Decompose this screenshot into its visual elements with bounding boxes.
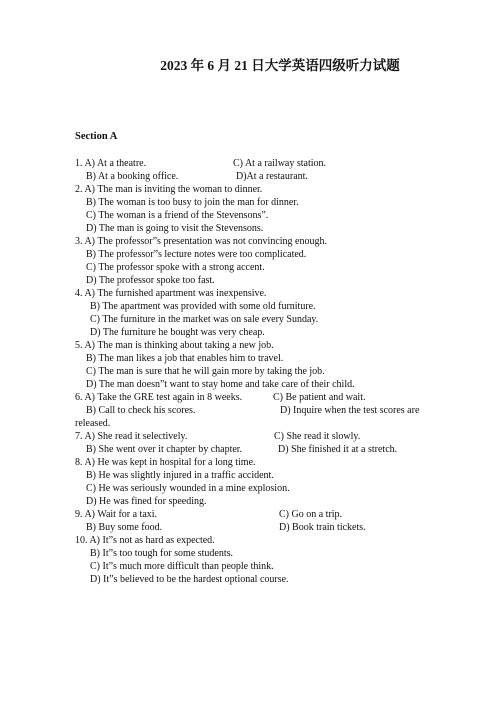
q4-option-c: C) The furniture in the market was on sale every Sunday.	[90, 314, 319, 325]
q2-option-a: 2. A) The man is inviting the woman to dinner.	[75, 184, 263, 195]
question-7-row-2	[75, 443, 425, 456]
q2-option-c: C) The woman is a friend of the Stevensons”.	[86, 210, 269, 221]
q10-option-a: 10. A) It”s not as hard as expected.	[75, 535, 215, 546]
q4-option-a: 4. A) The furnished apartment was inexpensive.	[75, 288, 267, 299]
q10-option-b: B) It”s too tough for some students.	[90, 548, 234, 559]
q6-option-c: C) Be patient and wait.	[273, 392, 366, 403]
question-1-row-1	[75, 157, 425, 170]
section-heading: Section A	[75, 131, 118, 142]
q5-option-c: C) The man is sure that he will gain more by taking the job.	[86, 366, 325, 377]
q1-option-d: D)At a restaurant.	[236, 171, 308, 182]
q7-option-d: D) She finished it at a stretch.	[278, 444, 398, 455]
q7-option-a: 7. A) She read it selectively.	[75, 431, 188, 442]
q8-option-b: B) He was slightly injured in a traffic accident.	[86, 470, 274, 481]
q10-option-c: C) It”s much more difficult than people think.	[90, 561, 274, 572]
q6-option-a: 6. A) Take the GRE test again in 8 weeks.	[75, 392, 243, 403]
q9-option-d: D) Book train tickets.	[279, 522, 366, 533]
q9-option-a: 9. A) Wait for a taxi.	[75, 509, 158, 520]
q3-option-a: 3. A) The professor”s presentation was not convincing enough.	[75, 236, 327, 247]
q2-option-d: D) The man is going to visit the Stevensons.	[86, 223, 264, 234]
q1-option-b: B) At a booking office.	[86, 171, 179, 182]
q1-option-c: C) At a railway station.	[233, 158, 327, 169]
q5-option-a: 5. A) The man is thinking about taking a new job.	[75, 340, 274, 351]
question-1-row-2	[75, 170, 425, 183]
q2-option-b: B) The woman is too busy to join the man for dinner.	[86, 197, 299, 208]
q3-option-b: B) The professor”s lecture notes were too complicated.	[86, 249, 307, 260]
q10-option-d: D) It”s believed to be the hardest optional course.	[90, 574, 289, 585]
q9-option-c: C) Go on a trip.	[279, 509, 343, 520]
page-title: 2023 年 6 月 21 日大学英语四级听力试题	[160, 58, 400, 73]
q5-option-d: D) The man doesn”t want to stay home and take care of their child.	[86, 379, 355, 390]
q8-option-d: D) He was fined for speeding.	[86, 496, 207, 507]
q3-option-c: C) The professor spoke with a strong accent.	[86, 262, 265, 273]
question-list	[75, 157, 425, 586]
q5-option-b: B) The man likes a job that enables him to travel.	[86, 353, 284, 364]
q8-option-a: 8. A) He was kept in hospital for a long time.	[75, 457, 256, 468]
q6-option-d: D) Inquire when the test scores are	[280, 405, 420, 416]
q8-option-c: C) He was seriously wounded in a mine explosion.	[86, 483, 290, 494]
question-6-row-2	[75, 404, 425, 417]
q3-option-d: D) The professor spoke too fast.	[86, 275, 215, 286]
q4-option-d: D) The furniture he bought was very cheap.	[90, 327, 265, 338]
q7-option-b: B) She went over it chapter by chapter.	[86, 444, 243, 455]
question-6-row-1	[75, 391, 425, 404]
question-9-row-1	[75, 508, 425, 521]
q6-option-b: B) Call to check his scores.	[86, 405, 196, 416]
q9-option-b: B) Buy some food.	[86, 522, 163, 533]
q6-option-d-continued: released.	[75, 418, 111, 429]
q1-option-a: 1. A) At a theatre.	[75, 158, 147, 169]
question-9-row-2	[75, 521, 425, 534]
q4-option-b: B) The apartment was provided with some old furniture.	[90, 301, 316, 312]
q7-option-c: C) She read it slowly.	[274, 431, 361, 442]
question-7-row-1	[75, 430, 425, 443]
